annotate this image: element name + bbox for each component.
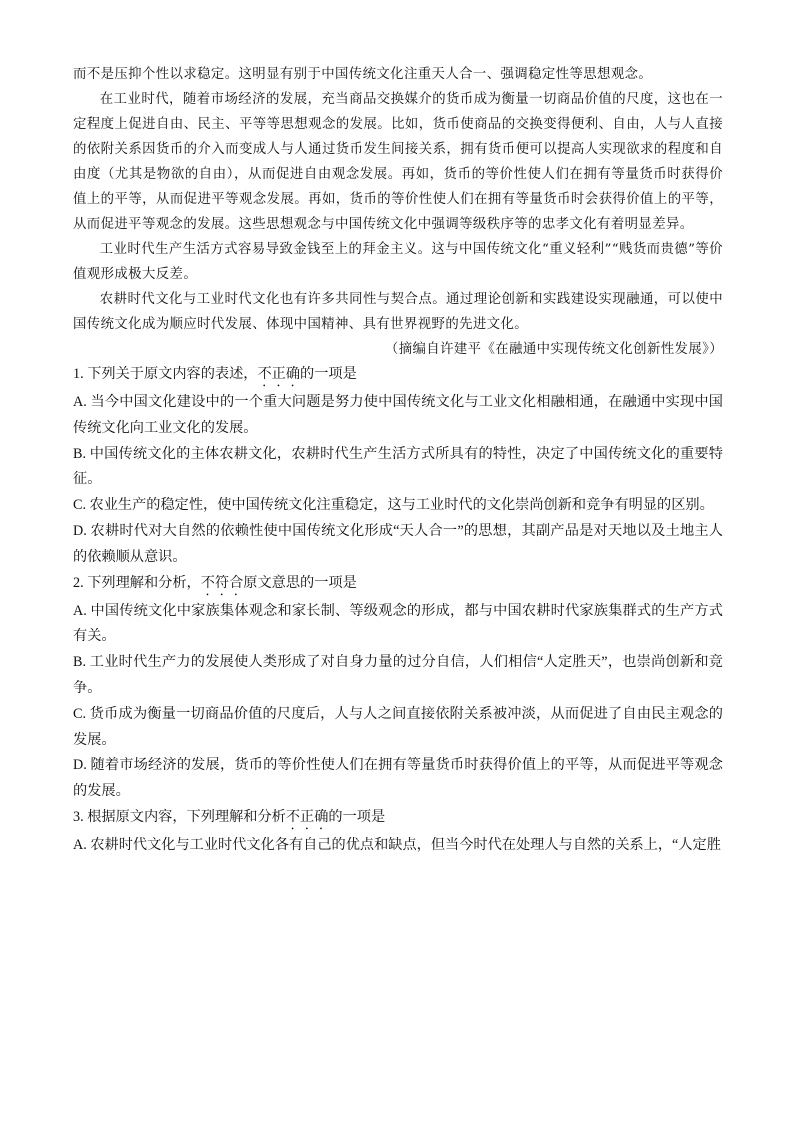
document-page xyxy=(73,62,723,859)
question-1-option-a: A. 当今中国文化建设中的一个重大问题是努力使中国传统文化与工业文化相融相通，在融通中实现中国传统文化向工业文化的发展。 xyxy=(73,394,723,436)
emphasized-keyword: 不符合 xyxy=(200,574,244,591)
question-2-stem xyxy=(73,571,723,599)
passage-paragraph: 而不是压抑个性以求稳定。这明显有别于中国传统文化注重天人合一、强调稳定性等思想观念。 xyxy=(73,67,653,82)
question-1-option-c: C. 农业生产的稳定性，使中国传统文化注重稳定，这与工业时代的文化崇尚创新和竞争有明显的区别。 xyxy=(73,497,714,514)
question-3-option-a: A. 农耕时代文化与工业时代文化各有自己的优点和缺点，但当今时代在处理人与自然的关系上，“人定胜 xyxy=(73,836,721,853)
passage-paragraph: 工业时代生产生活方式容易导致金钱至上的拜金主义。这与中国传统文化“重义轻利”“贱货而贵德”等价值观形成极大反差。 xyxy=(73,242,723,282)
question-stem-text: 的一项是 xyxy=(300,366,357,382)
question-1-option-d: D. 农耕时代对大自然的依赖性使中国传统文化形成“天人合一”的思想，其副产品是对天地以及土地主人的依赖顺从意识。 xyxy=(73,522,723,565)
question-3-stem xyxy=(73,805,723,833)
question-1-option-b: B. 中国传统文化的主体农耕文化，农耕时代生产生活方式所具有的特性，决定了中国传统文化的重要特征。 xyxy=(73,445,723,488)
question-2-option-c: C. 货币成为衡量一切商品价值的尺度后，人与人之间直接依附关系被冲淡，从而促进了自由民主观念的发展。 xyxy=(73,705,723,748)
question-stem-text: 2. 下列理解和分析， xyxy=(73,574,201,591)
emphasized-keyword: 不正确 xyxy=(285,808,329,825)
question-2-option-b: B. 工业时代生产力的发展使人类形成了对自身力量的过分自信，人们相信“人定胜天”，也崇尚创新和竞争。 xyxy=(73,654,723,696)
question-1-stem xyxy=(73,362,723,390)
passage-paragraph: 农耕时代文化与工业时代文化也有许多共同性与契合点。通过理论创新和实践建设实现融通，可以使中国传统文化成为顺应时代发展、体现中国精神、具有世界视野的先进文化。 xyxy=(73,292,723,332)
question-2-option-a: A. 中国传统文化中家族集体观念和家长制、等级观念的形成，都与中国农耕时代家族集群式的生产方式有关。 xyxy=(73,602,723,645)
passage-paragraph: 在工业时代，随着市场经济的发展，充当商品交换媒介的货币成为衡量一切商品价值的尺度，这也在一定程度上促进自由、民主、平等等思想观念的发展。比如，货币使商品的交换变得便利、自由，人与人直接的依附关系因货币的介入而变成人与人通过货币发生间接关系，拥有货币便可以提高人实现欲求的程度和自由度（尤其是物欲的自由），从而促进自由观念发展。再如，货币的等价性使人们在拥有等量货币时获得价值上的平等，从而促进平等观念发展。再如，货币的等价性使人们在拥有等量货币时会获得价值上的平等，从而促进平等观念的发展。这些思想观念与中国传统文化中强调等级秩序等的忠孝文化有着明显差异。 xyxy=(73,92,723,232)
question-stem-text: 1. 下列关于原文内容的表述， xyxy=(73,366,258,382)
question-stem-text: 的一项是 xyxy=(328,808,386,825)
passage-source: （摘编自许建平《在融通中实现传统文化创新性发展》） xyxy=(384,342,723,357)
emphasized-keyword: 不正确 xyxy=(257,366,301,382)
question-stem-text: 原文意思的一项是 xyxy=(243,574,357,591)
question-stem-text: 3. 根据原文内容，下列理解和分析 xyxy=(73,808,286,825)
question-2-option-d: D. 随着市场经济的发展，货币的等价性使人们在拥有等量货币时获得价值上的平等，从而促进平等观念的发展。 xyxy=(73,757,723,800)
